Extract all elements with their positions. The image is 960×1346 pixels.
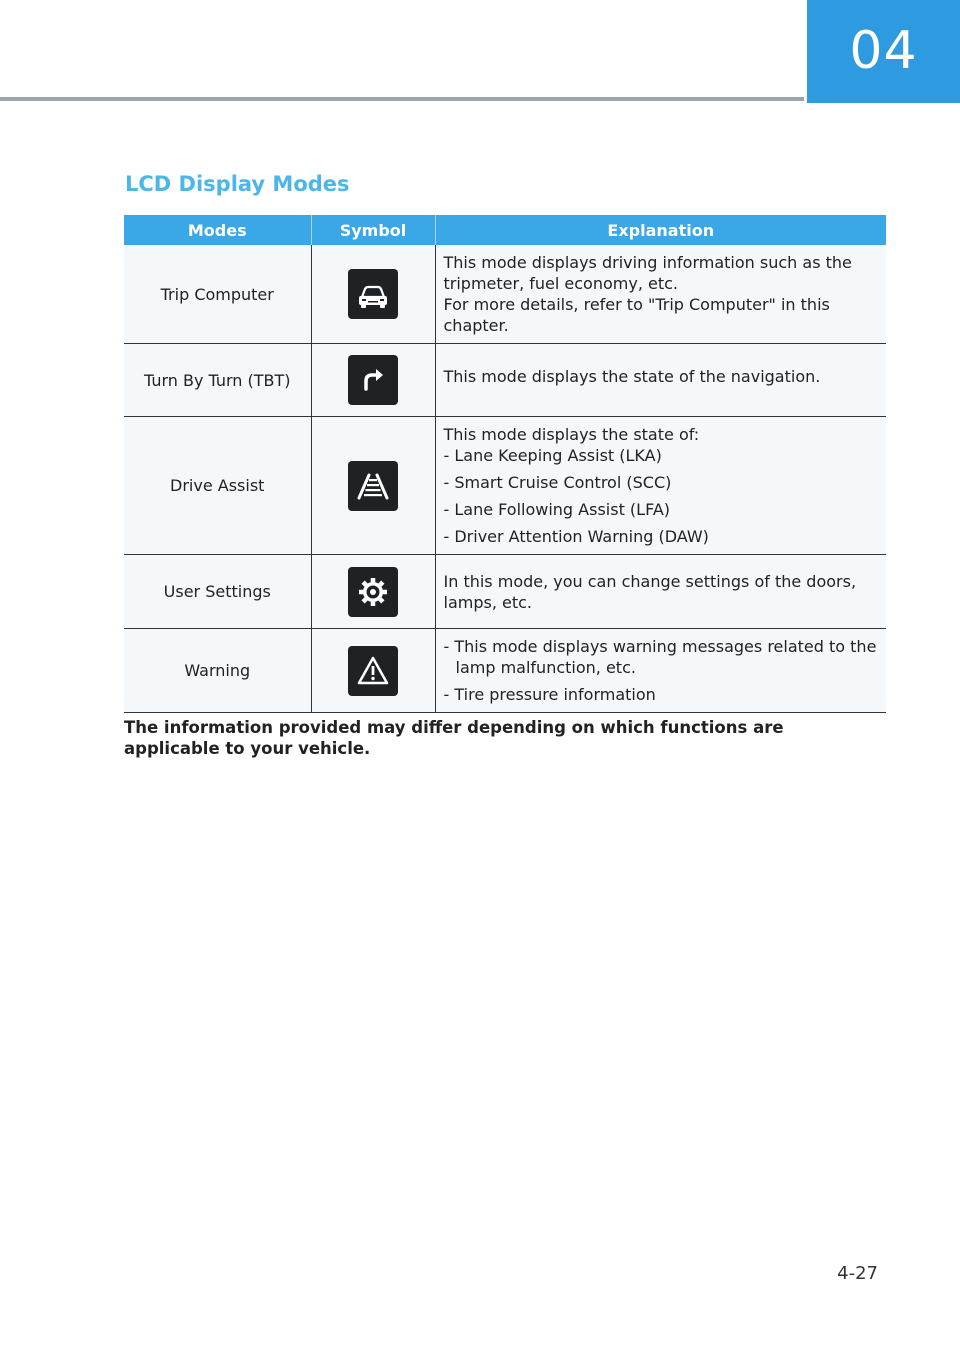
top-rule xyxy=(0,97,804,101)
symbol-cell xyxy=(311,555,435,629)
symbol-cell xyxy=(311,245,435,344)
explanation-line: - Smart Cruise Control (SCC) xyxy=(443,473,672,492)
symbol-cell xyxy=(311,629,435,713)
explanation-line: - Lane Keeping Assist (LKA) xyxy=(443,446,662,465)
table-row xyxy=(124,344,886,417)
explanation-line: This mode displays the state of the navigation. xyxy=(443,367,821,386)
table-header-row xyxy=(124,215,886,245)
explanation-cell xyxy=(435,344,886,417)
mode-name: Drive Assist xyxy=(124,417,311,555)
table-row xyxy=(124,555,886,629)
lcd-modes-table xyxy=(124,215,886,713)
explanation-line: - Lane Following Assist (LFA) xyxy=(443,500,670,519)
explanation-line: - This mode displays warning messages related to the lamp malfunction, etc. xyxy=(443,637,877,677)
turn-right-arrow-icon xyxy=(348,355,398,405)
explanation-cell xyxy=(435,629,886,713)
mode-name: User Settings xyxy=(124,555,311,629)
explanation-cell xyxy=(435,417,886,555)
explanation-line: For more details, refer to "Trip Computer" in this chapter. xyxy=(443,295,830,335)
explanation-cell xyxy=(435,555,886,629)
explanation-line: In this mode, you can change settings of the doors, lamps, etc. xyxy=(443,572,857,612)
mode-name: Turn By Turn (TBT) xyxy=(124,344,311,417)
gear-icon xyxy=(348,567,398,617)
car-icon xyxy=(348,269,398,319)
table-row xyxy=(124,629,886,713)
mode-name: Warning xyxy=(124,629,311,713)
table-row xyxy=(124,245,886,344)
chapter-tab: 04 xyxy=(807,0,960,103)
lane-assist-icon xyxy=(348,461,398,511)
header-symbol: Symbol xyxy=(311,215,435,245)
symbol-cell xyxy=(311,417,435,555)
explanation-line: - Tire pressure information xyxy=(443,685,656,704)
mode-name: Trip Computer xyxy=(124,245,311,344)
applicability-note: The information provided may differ depending on which functions are applicable to your vehicle. xyxy=(124,718,784,758)
symbol-cell xyxy=(311,344,435,417)
explanation-line: This mode displays driving information such as the tripmeter, fuel economy, etc. xyxy=(443,253,852,293)
table-row xyxy=(124,417,886,555)
explanation-line: - Driver Attention Warning (DAW) xyxy=(443,527,709,546)
warning-triangle-icon xyxy=(348,646,398,696)
header-explanation: Explanation xyxy=(435,215,886,245)
explanation-line: This mode displays the state of: xyxy=(443,425,700,444)
section-title: LCD Display Modes xyxy=(125,172,350,196)
explanation-cell xyxy=(435,245,886,344)
header-modes: Modes xyxy=(124,215,311,245)
page-number: 4-27 xyxy=(837,1263,878,1284)
